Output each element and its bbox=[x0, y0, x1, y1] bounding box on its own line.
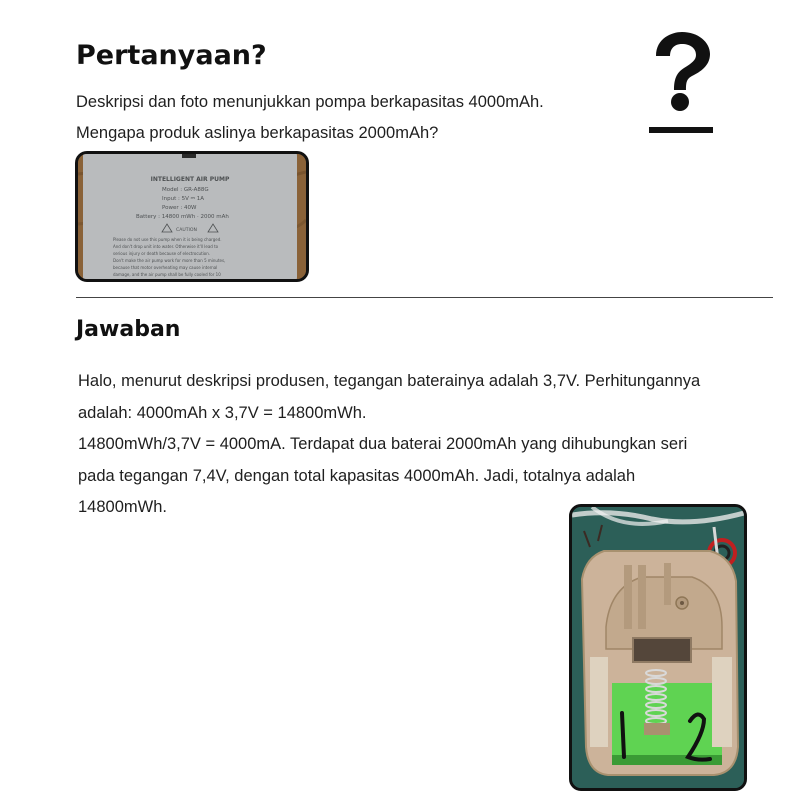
pump-label-photo bbox=[75, 151, 309, 282]
question-mark-icon bbox=[648, 30, 714, 136]
section-divider bbox=[76, 297, 773, 298]
label-warning-5: because that motor overheating may cause internal bbox=[113, 265, 218, 270]
label-warning-2: And don't drop unit into water. Otherwise it'll lead to bbox=[113, 244, 219, 249]
label-battery: Battery : 14800 mWh · 2000 mAh bbox=[136, 214, 229, 220]
answer-title: Jawaban bbox=[76, 317, 181, 342]
answer-text bbox=[78, 366, 768, 524]
label-power: Power : 40W bbox=[162, 205, 197, 211]
label-warning-6: damage, and the air pump shall be fully cooled for 10 bbox=[113, 272, 221, 277]
label-brand: INTELLIGENT AIR PUMP bbox=[150, 176, 230, 183]
question-title: Pertanyaan? bbox=[76, 40, 267, 71]
answer-line-1: Halo, menurut deskripsi produsen, tegangan baterainya adalah 3,7V. Perhitungannya bbox=[78, 372, 701, 390]
label-warning-4: Don't make the air pump work for more than 5 minutes, bbox=[113, 258, 226, 263]
pump-interior-photo bbox=[569, 504, 747, 791]
label-input: Input : 5V ⎓ 1A bbox=[162, 196, 205, 202]
label-model: Model : GR-A88G bbox=[162, 187, 209, 193]
answer-line-4: pada tegangan 7,4V, dengan total kapasitas 4000mAh. Jadi, totalnya adalah bbox=[78, 466, 636, 485]
label-warning-3: serious injury or death because of electrocution. bbox=[113, 251, 211, 256]
label-caution: CAUTION bbox=[176, 228, 197, 233]
answer-line-2: adalah: 4000mAh x 3,7V = 14800mWh. bbox=[78, 403, 367, 422]
question-line-2: Mengapa produk aslinya berkapasitas 2000mAh? bbox=[76, 124, 439, 142]
answer-line-3: 14800mWh/3,7V = 4000mA. Terdapat dua baterai 2000mAh yang dihubungkan seri bbox=[78, 435, 688, 453]
question-line-1: Deskripsi dan foto menunjukkan pompa berkapasitas 4000mAh. bbox=[76, 93, 544, 111]
answer-line-5: 14800mWh. bbox=[78, 498, 167, 516]
label-warning-1: Please do not use this pump when it is being charged. bbox=[113, 237, 222, 242]
